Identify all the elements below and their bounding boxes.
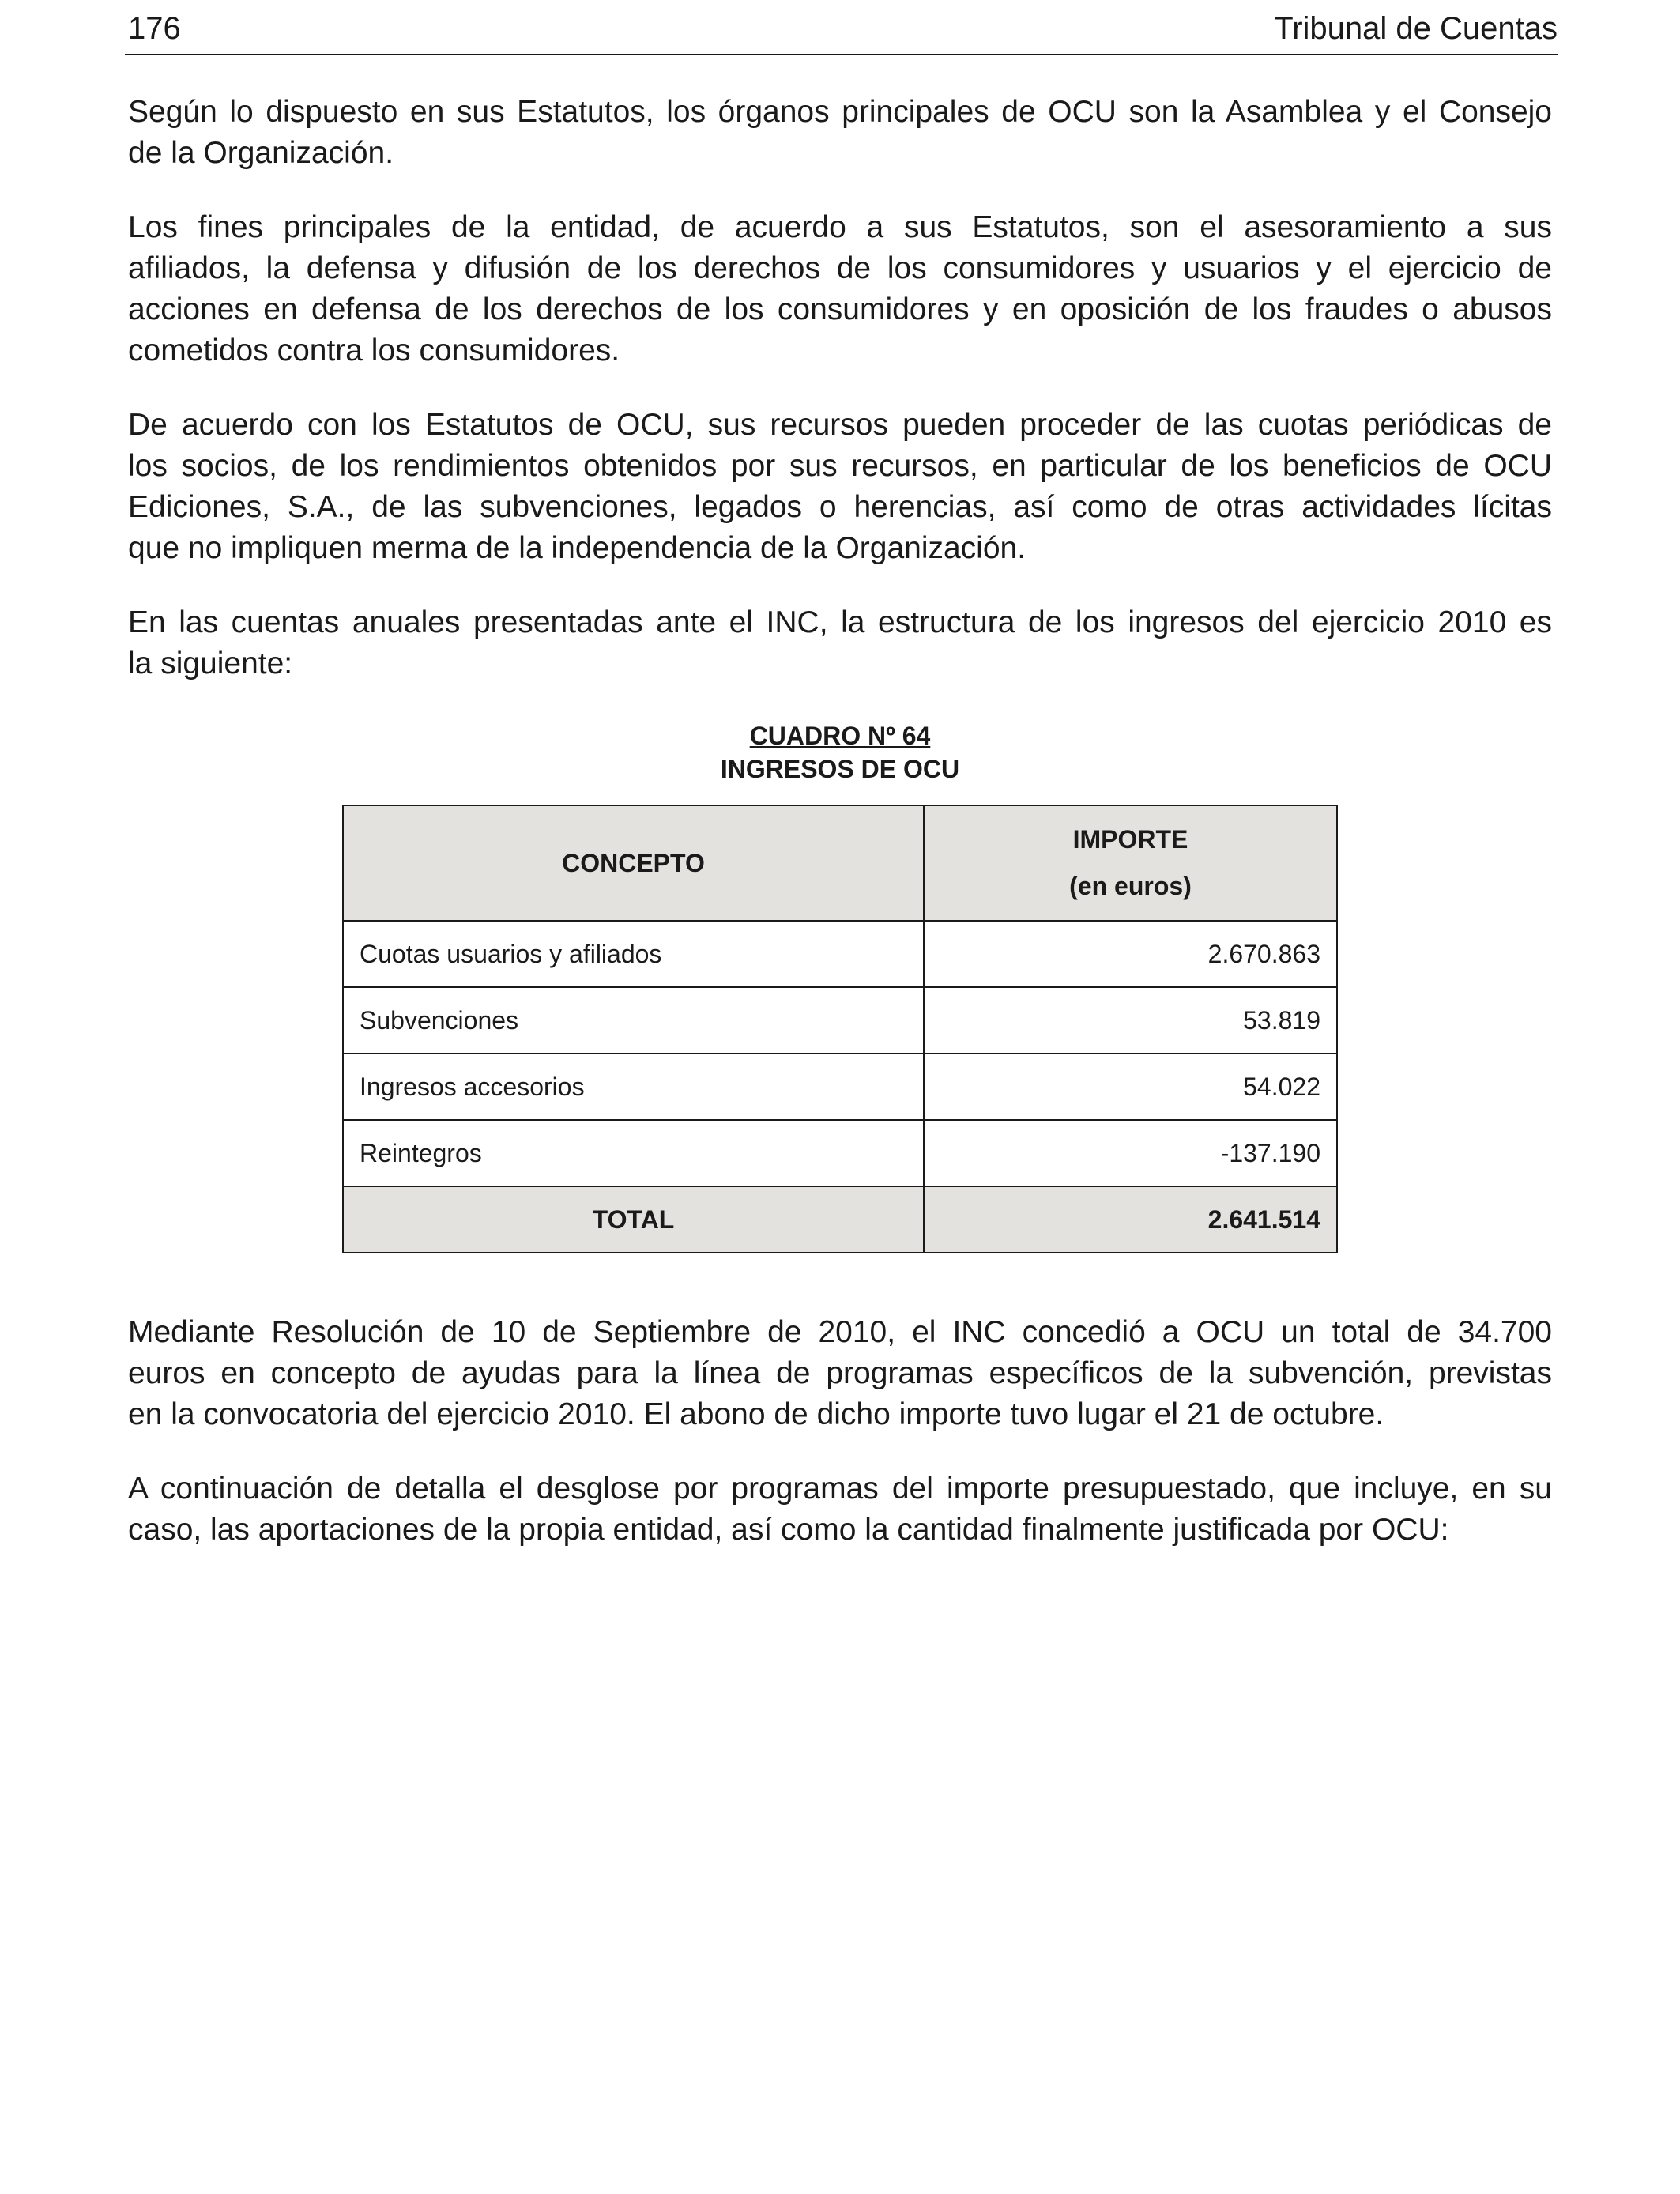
running-title: Tribunal de Cuentas — [1274, 11, 1558, 46]
paragraph-line: afiliados, la defensa y difusión de los derechos de los consumidores y usuarios y el ejercicio de — [128, 251, 1552, 285]
paragraph-organs — [128, 92, 1552, 174]
total-label: TOTAL — [343, 1186, 924, 1253]
paragraph-resources — [128, 405, 1552, 569]
paragraph-line: euros en concepto de ayudas para la línea de programas específicos de la subvención, previstas — [128, 1356, 1552, 1390]
paragraph-line: que no impliquen merma de la independencia de la Organización. — [128, 531, 1026, 565]
column-header-amount-label: IMPORTE — [1072, 825, 1188, 854]
column-header-concept: CONCEPTO — [343, 805, 924, 921]
paragraph-line: Según lo dispuesto en sus Estatutos, los órganos principales de OCU son la Asamblea y el Consejo — [128, 95, 1552, 129]
paragraph-breakdown — [128, 1468, 1552, 1551]
table-row — [343, 1120, 1337, 1186]
paragraph-line: en la convocatoria del ejercicio 2010. El abono de dicho importe tuvo lugar el 21 de octubre. — [128, 1397, 1384, 1431]
page-number: 176 — [128, 11, 181, 46]
paragraph-resolution — [128, 1312, 1552, 1435]
amount-cell: -137.190 — [924, 1120, 1337, 1186]
page-header — [125, 11, 1558, 55]
paragraph-line: De acuerdo con los Estatutos de OCU, sus recursos pueden proceder de las cuotas periódicas de — [128, 408, 1552, 442]
paragraph-line: Mediante Resolución de 10 de Septiembre de 2010, el INC concedió a OCU un total de 34.700 — [128, 1315, 1552, 1349]
table-row — [343, 921, 1337, 987]
table-row — [343, 1054, 1337, 1120]
table-row — [343, 987, 1337, 1054]
column-header-amount — [924, 805, 1337, 921]
amount-cell: 53.819 — [924, 987, 1337, 1054]
column-header-amount-unit: (en euros) — [1069, 872, 1192, 900]
total-row — [343, 1186, 1337, 1253]
paragraph-line: de la Organización. — [128, 136, 394, 170]
paragraph-line: A continuación de detalla el desglose por programas del importe presupuestado, que incluye, en su — [128, 1472, 1552, 1506]
table-number: CUADRO Nº 64 — [749, 722, 931, 750]
concept-cell: Cuotas usuarios y afiliados — [343, 921, 924, 987]
amount-cell: 2.670.863 — [924, 921, 1337, 987]
table-header-row — [343, 805, 1337, 921]
table-title: INGRESOS DE OCU — [720, 755, 960, 783]
paragraph-line: acciones en defensa de los derechos de los consumidores y en oposición de los fraudes o abusos — [128, 292, 1552, 326]
paragraph-accounts — [128, 602, 1552, 684]
paragraph-line: Ediciones, S.A., de las subvenciones, legados o herencias, así como de otras actividades lícitas — [128, 490, 1552, 524]
paragraph-line: Los fines principales de la entidad, de acuerdo a sus Estatutos, son el asesoramiento a sus — [128, 210, 1552, 244]
paragraph-line: cometidos contra los consumidores. — [128, 334, 620, 368]
concept-cell: Reintegros — [343, 1120, 924, 1186]
income-table — [342, 805, 1338, 1253]
paragraph-purposes — [128, 207, 1552, 371]
paragraph-line: caso, las aportaciones de la propia entidad, así como la cantidad finalmente justificada por OCU: — [128, 1513, 1449, 1547]
concept-cell: Ingresos accesorios — [343, 1054, 924, 1120]
total-amount: 2.641.514 — [924, 1186, 1337, 1253]
amount-cell: 54.022 — [924, 1054, 1337, 1120]
table-caption — [0, 719, 1680, 786]
concept-cell: Subvenciones — [343, 987, 924, 1054]
paragraph-line: los socios, de los rendimientos obtenidos por sus recursos, en particular de los beneficios de OCU — [128, 449, 1552, 483]
paragraph-line: la siguiente: — [128, 647, 293, 680]
paragraph-line: En las cuentas anuales presentadas ante el INC, la estructura de los ingresos del ejercicio 2010 es — [128, 605, 1552, 639]
